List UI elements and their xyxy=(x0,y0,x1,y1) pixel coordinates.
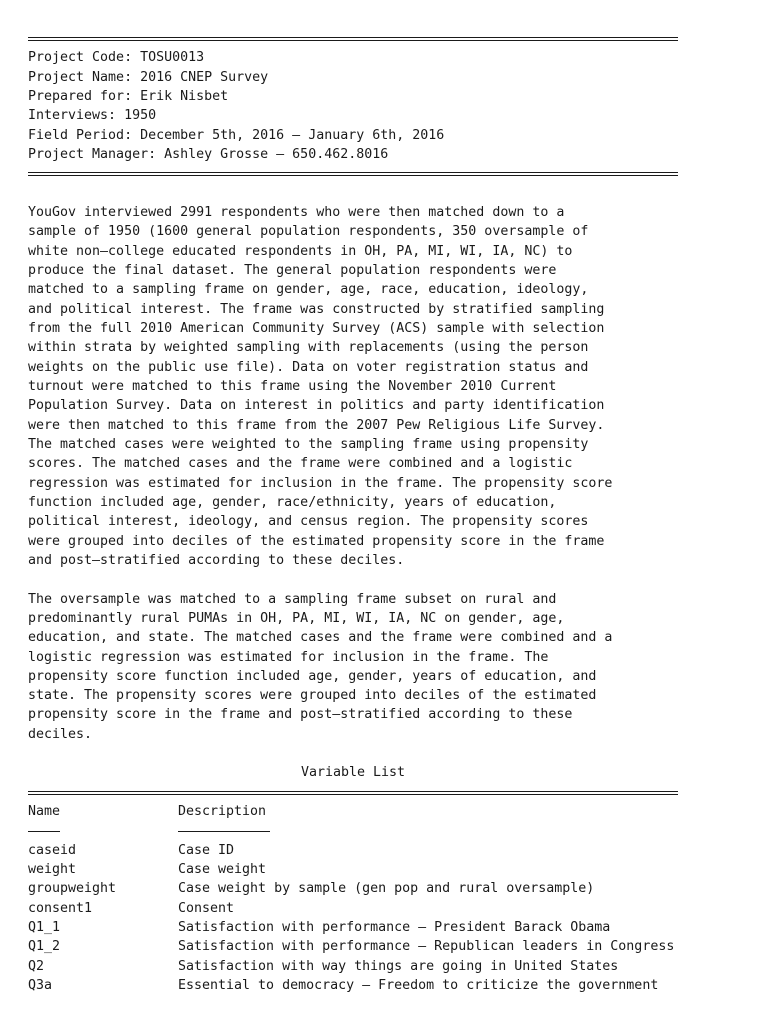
variable-name: groupweight xyxy=(28,881,117,897)
column-header-name: Name xyxy=(28,804,61,820)
project-manager: Project Manager: Ashley Grosse – 650.462.8016 xyxy=(28,146,389,162)
paragraph-line: education, and state. The matched cases and the frame were combined and a xyxy=(28,630,613,646)
paragraph-line: matched to a sampling frame on gender, age, race, education, ideology, xyxy=(28,282,589,298)
methodology-paragraph-oversample xyxy=(28,590,758,745)
variable-description: Case weight by sample (gen pop and rural oversample) xyxy=(178,881,595,897)
variable-name: Q2 xyxy=(28,958,45,974)
variable-description: Case ID xyxy=(178,842,235,858)
paragraph-line: from the full 2010 American Community Survey (ACS) sample with selection xyxy=(28,320,605,336)
variable-list-rule xyxy=(28,783,678,802)
paragraph-line: deciles. xyxy=(28,726,93,742)
document-body xyxy=(28,29,758,995)
variable-row xyxy=(28,937,758,956)
variable-description: Consent xyxy=(178,900,235,916)
variable-list-rows xyxy=(28,841,758,996)
variable-list-title: Variable List xyxy=(300,765,406,781)
paragraph-line: were then matched to this frame from the 2007 Pew Religious Life Survey. xyxy=(28,417,605,433)
paragraph-line: white non–college educated respondents in OH, PA, MI, WI, IA, NC) to xyxy=(28,243,573,259)
methodology-paragraph-general xyxy=(28,203,758,570)
paragraph-line: YouGov interviewed 2991 respondents who were then matched down to a xyxy=(28,204,565,220)
spacer xyxy=(28,570,758,589)
variable-description: Essential to democracy – Freedom to criticize the government xyxy=(178,978,659,994)
variable-name: weight xyxy=(28,862,77,878)
paragraph-line: state. The propensity scores were grouped into deciles of the estimated xyxy=(28,688,597,704)
paragraph-line: turnout were matched to this frame using the November 2010 Current xyxy=(28,378,557,394)
variable-name: consent1 xyxy=(28,900,93,916)
header-bottom-rule xyxy=(28,164,678,183)
variable-row xyxy=(28,976,758,995)
variable-description: Satisfaction with performance – President Barack Obama xyxy=(178,920,611,936)
paragraph-line: scores. The matched cases and the frame were combined and a logistic xyxy=(28,456,573,472)
paragraph-line: were grouped into deciles of the estimated propensity score in the frame xyxy=(28,533,605,549)
name-underline xyxy=(28,821,60,840)
variable-list-header xyxy=(28,802,758,821)
paragraph-line: The matched cases were weighted to the sampling frame using propensity xyxy=(28,436,589,452)
column-header-description: Description xyxy=(178,804,267,820)
interviews-count: Interviews: 1950 xyxy=(28,108,157,124)
variable-name: caseid xyxy=(28,842,77,858)
variable-list-header-underline xyxy=(28,821,758,840)
paragraph-line: logistic regression was estimated for inclusion in the frame. The xyxy=(28,649,549,665)
paragraph-line: and post–stratified according to these deciles. xyxy=(28,552,405,568)
paragraph-line: produce the final dataset. The general population respondents were xyxy=(28,262,557,278)
field-period: Field Period: December 5th, 2016 – January 6th, 2016 xyxy=(28,127,445,143)
paragraph-line: predominantly rural PUMAs in OH, PA, MI, WI, IA, NC on gender, age, xyxy=(28,610,565,626)
description-underline xyxy=(178,821,270,840)
paragraph-line: propensity score in the frame and post–stratified according to these xyxy=(28,707,573,723)
variable-row xyxy=(28,841,758,860)
paragraph-line: political interest, ideology, and census region. The propensity scores xyxy=(28,514,589,530)
variable-name: Q3a xyxy=(28,978,53,994)
variable-description: Satisfaction with way things are going in United States xyxy=(178,958,619,974)
variable-name: Q1_1 xyxy=(28,920,61,936)
variable-row xyxy=(28,860,758,879)
variable-description: Satisfaction with performance – Republican leaders in Congress xyxy=(178,939,675,955)
variable-name: Q1_2 xyxy=(28,939,61,955)
paragraph-line: propensity score function included age, gender, years of education, and xyxy=(28,668,597,684)
paragraph-line: sample of 1950 (1600 general population respondents, 350 oversample of xyxy=(28,224,589,240)
paragraph-line: and political interest. The frame was constructed by stratified sampling xyxy=(28,301,605,317)
spacer xyxy=(28,184,758,203)
variable-row xyxy=(28,918,758,937)
paragraph-line: The oversample was matched to a sampling frame subset on rural and xyxy=(28,591,557,607)
paragraph-line: Population Survey. Data on interest in politics and party identification xyxy=(28,398,605,414)
header-top-rule xyxy=(28,29,678,48)
paragraph-line: within strata by weighted sampling with replacements (using the person xyxy=(28,340,589,356)
prepared-for: Prepared for: Erik Nisbet xyxy=(28,88,229,104)
variable-row xyxy=(28,879,758,898)
variable-row xyxy=(28,899,758,918)
paragraph-line: weights on the public use file). Data on voter registration status and xyxy=(28,359,589,375)
spacer xyxy=(28,744,758,763)
variable-row xyxy=(28,957,758,976)
variable-description: Case weight xyxy=(178,862,267,878)
paragraph-line: function included age, gender, race/ethnicity, years of education, xyxy=(28,494,557,510)
paragraph-line: regression was estimated for inclusion in the frame. The propensity score xyxy=(28,475,613,491)
project-name: Project Name: 2016 CNEP Survey xyxy=(28,69,269,85)
project-code: Project Code: TOSU0013 xyxy=(28,50,205,66)
